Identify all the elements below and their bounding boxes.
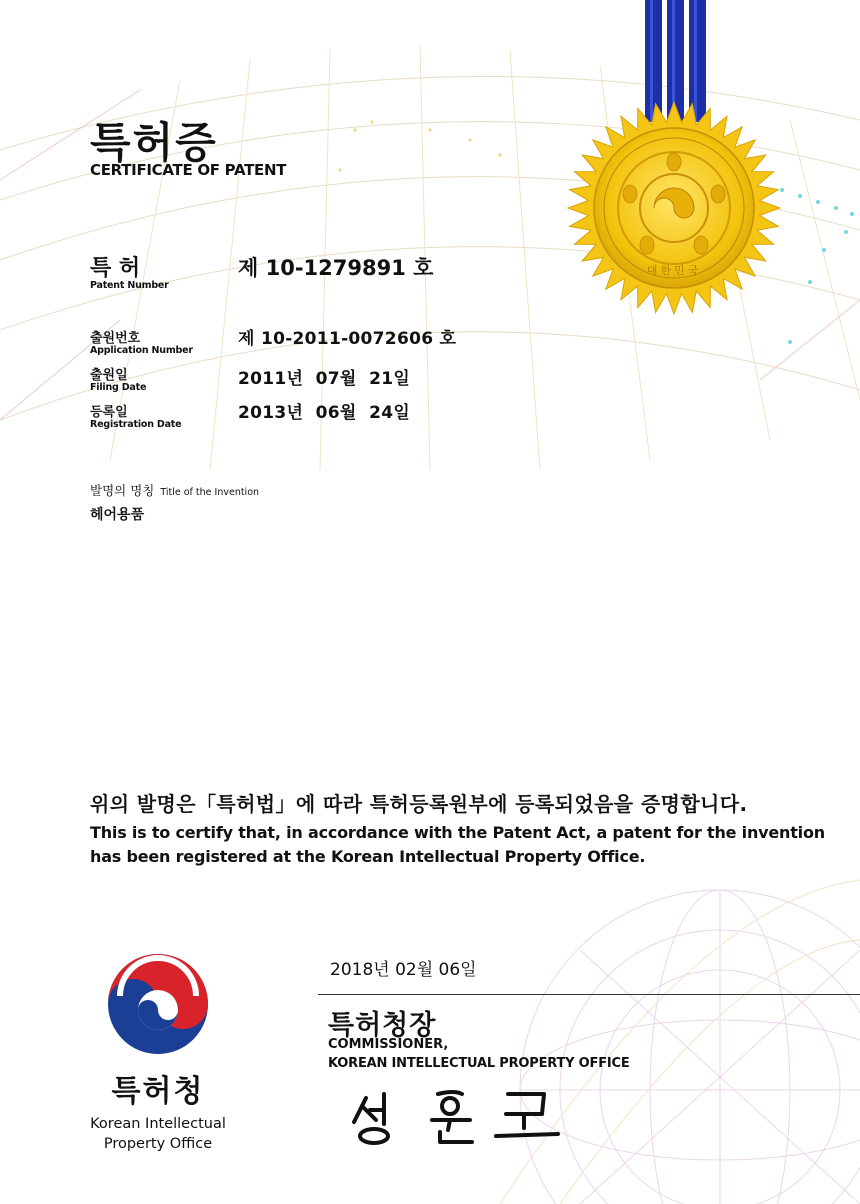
- patent-number-value: 제 10-1279891 호: [238, 256, 434, 280]
- kipo-logo-name-en: Korean Intellectual Property Office: [90, 1116, 226, 1152]
- seal-text: 대한민국: [646, 264, 702, 277]
- registration-date-value: 2013년 06월 24일: [238, 403, 411, 423]
- issue-date: 2018년 02월 06일: [330, 960, 477, 980]
- certification-text-ko: 위의 발명은「특허법」에 따라 특허등록원부에 등록되었음을 증명합니다.: [90, 792, 748, 816]
- filing-date-label-en: Filing Date: [90, 382, 147, 393]
- invention-title-label: [90, 481, 259, 499]
- commissioner-title-en-line1: COMMISSIONER,: [328, 1037, 449, 1052]
- gold-seal-icon: [566, 100, 782, 316]
- registration-date-label-en: Registration Date: [90, 419, 182, 430]
- invention-title-value: 헤어용품: [90, 507, 145, 523]
- commissioner-title-ko: 특허청장: [328, 1010, 437, 1041]
- patent-number-label-en: Patent Number: [90, 280, 169, 291]
- kipo-logo-name-ko: 특허청: [111, 1074, 205, 1109]
- application-number-value: 제 10-2011-0072606 호: [238, 329, 457, 349]
- application-number-label-en: Application Number: [90, 345, 193, 356]
- filing-date-value: 2011년 07월 21일: [238, 369, 411, 389]
- commissioner-title-en-line2: KOREAN INTELLECTUAL PROPERTY OFFICE: [328, 1056, 630, 1071]
- commissioner-signature: [340, 1080, 580, 1150]
- invention-title-label-en: Title of the Invention: [160, 487, 260, 498]
- registration-date-label: 등록일: [90, 405, 128, 420]
- certification-text-en: This is to certify that, in accordance with the Patent Act, a patent for the invention has been registered at the Korean Intellectual Property Office.: [90, 823, 825, 866]
- certificate-subtitle: CERTIFICATE OF PATENT: [90, 161, 287, 179]
- signature-divider: [318, 994, 860, 995]
- kipo-logo-icon: [106, 952, 210, 1056]
- certificate-title: 특허증: [90, 118, 218, 167]
- patent-number-label: 특 허: [90, 256, 141, 281]
- application-number-label: 출원번호: [90, 331, 141, 346]
- filing-date-label: 출원일: [90, 368, 128, 383]
- invention-title-label-ko: 발명의 명칭: [90, 483, 155, 498]
